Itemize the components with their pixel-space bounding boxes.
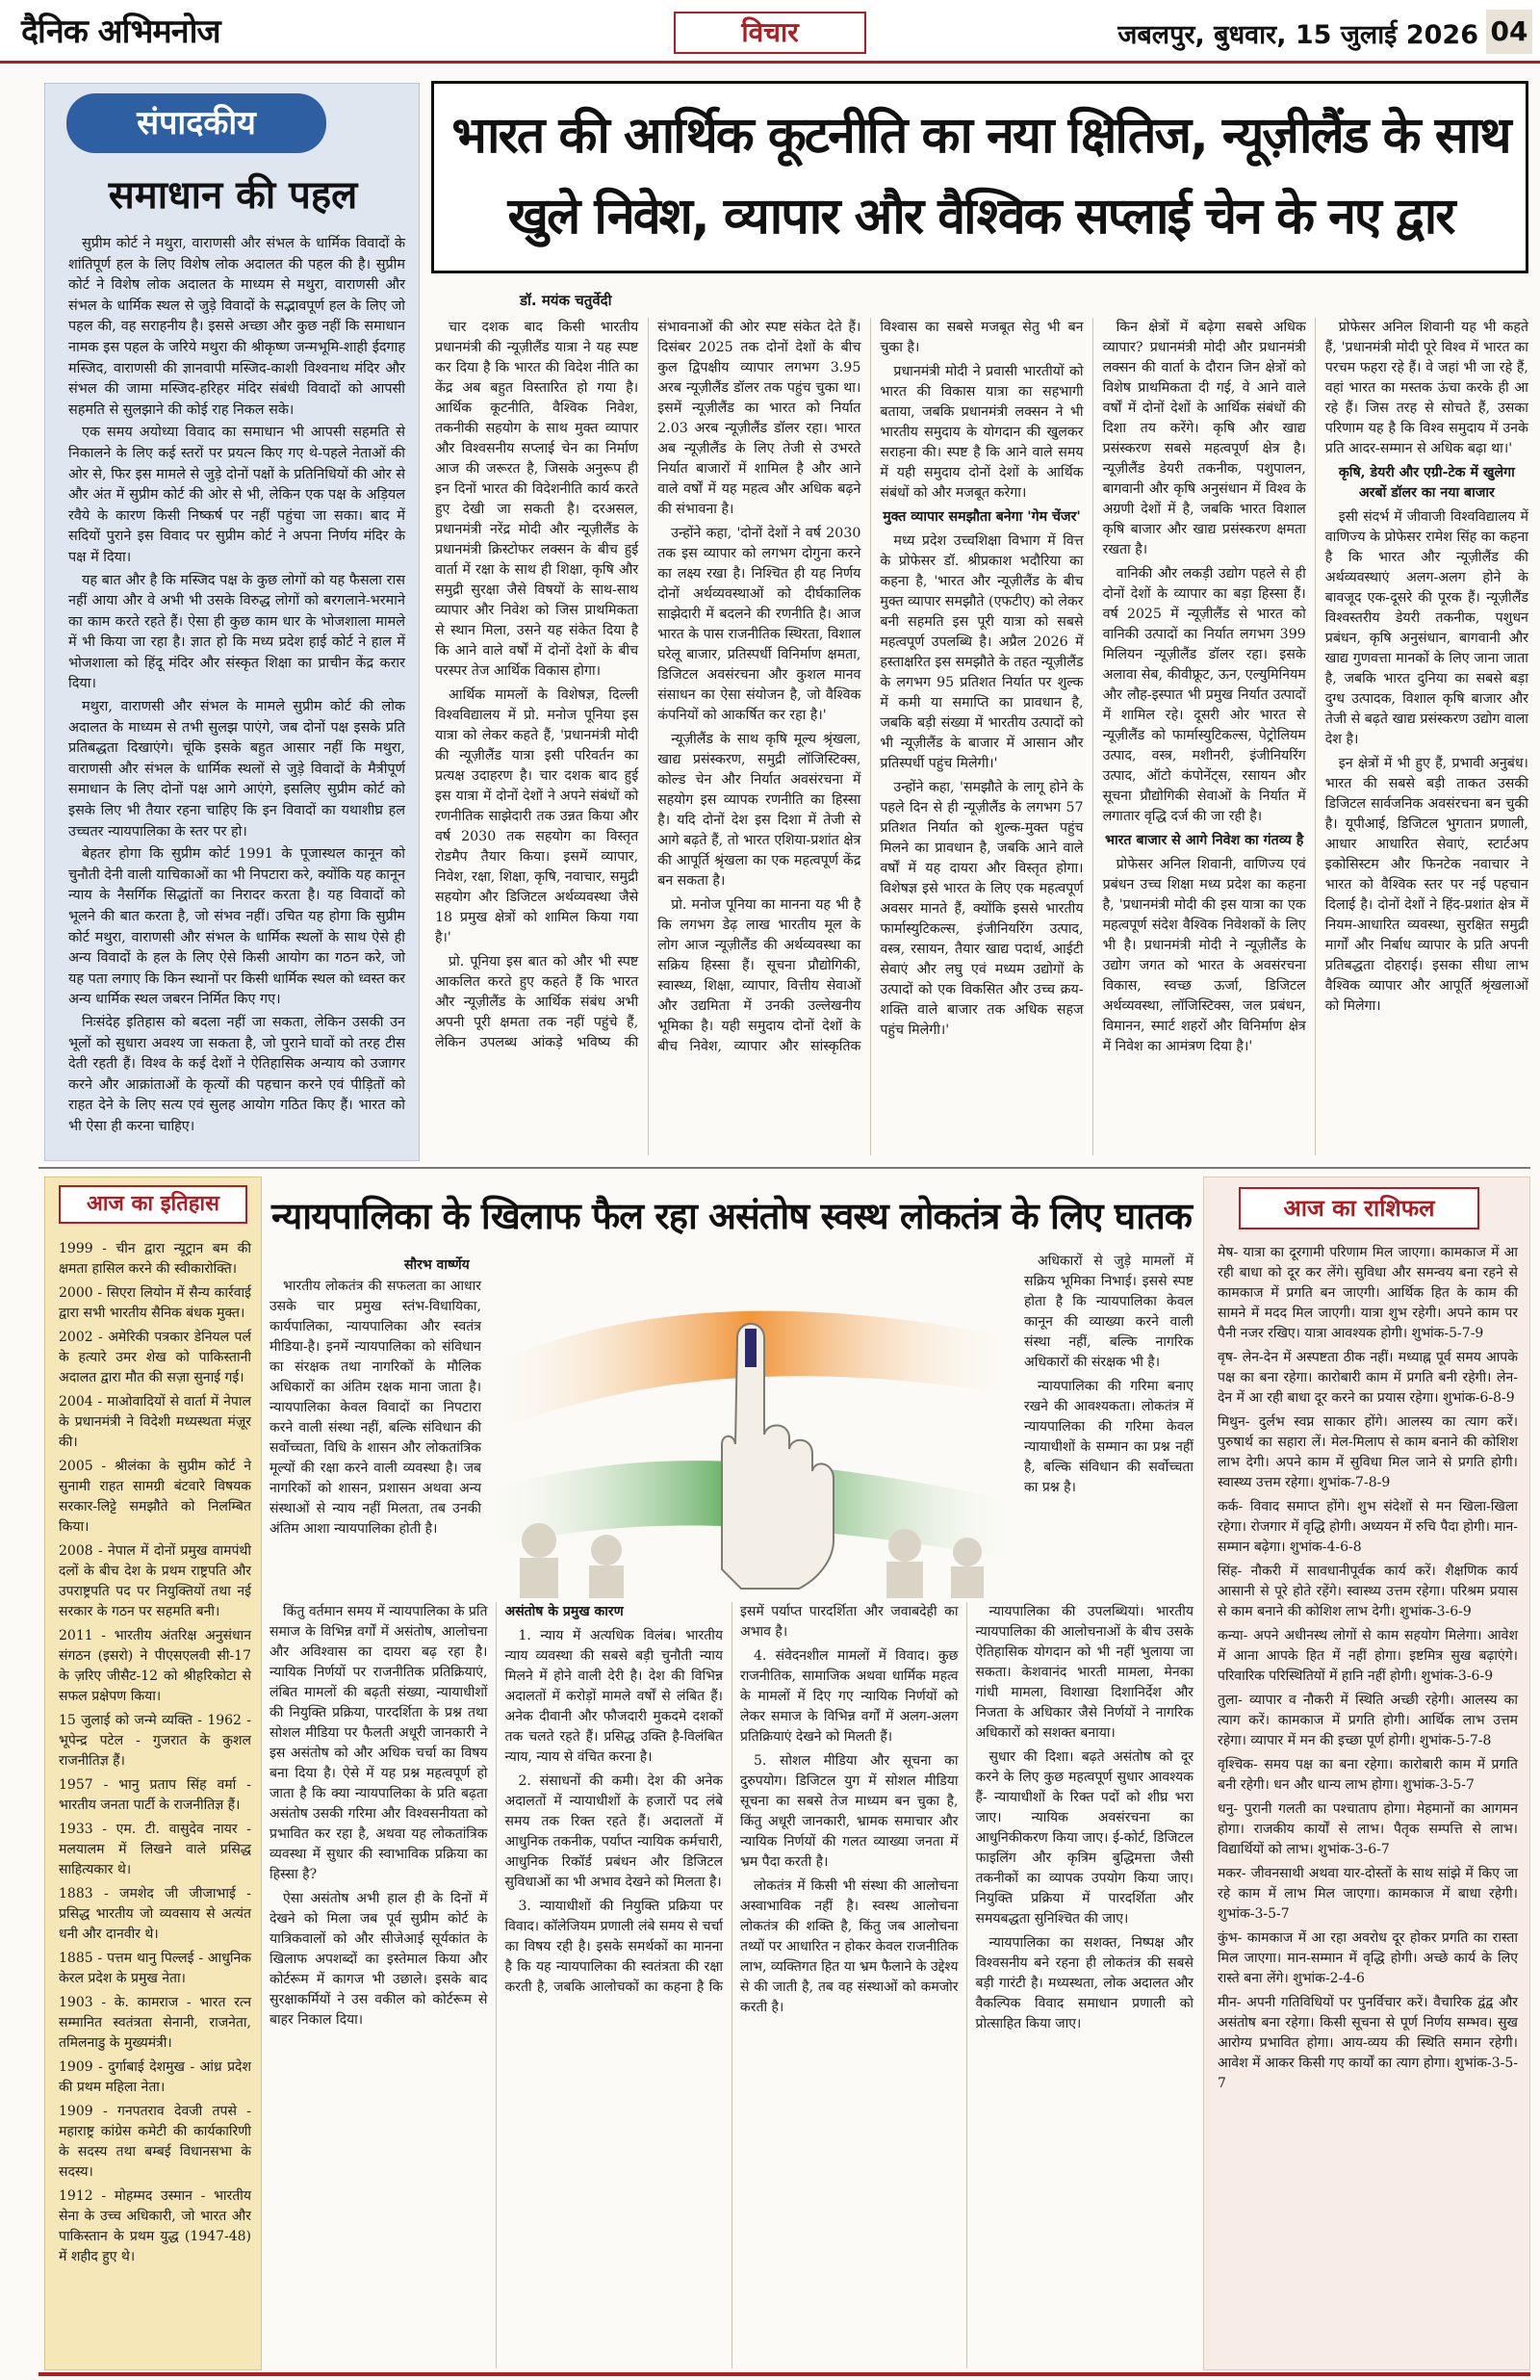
horoscope-item: कन्या- अपने अधीनस्थ लोगों से काम सहयोग मिलेगा। आवेश में आना आपके हित में नहीं होगा। इष्टमित्र सुख बढ़ाएंगे। परिवारिक परिस्थितियों में हानि नहीं होगी। शुभांक-3-6-9 [1218,1628,1518,1684]
main-article-paragraph: इन क्षेत्रों में भी हुए हैं, प्रभावी अनुबंध। भारत की सबसे बड़ी ताकत उसकी डिजिटल सार्वजनिक अवसंरचना बन चुकी है। यूपीआई, डिजिटल भुगतान प्रणाली, आधार आधारित सेवाएं, स्टार्टअप इकोसिस्टम और फिनटेक नवाचार ने भारत को वैश्विक स्तर पर नई पहचान दिलाई है। दोनों देशों ने हिंद-प्रशांत क्षेत्र में नियम-आधारित व्यवस्था, सुरक्षित समुद्री मार्गों और निर्बाध व्यापार के प्रति अपनी प्रतिबद्धता दोहराई। इसका सीधा लाभ वैश्विक व्यापार और आपूर्ति श्रृंखलाओं को मिलेगा। [1324,756,1528,1014]
history-item: 1957 - भानु प्रताप सिंह वर्मा - भारतीय जनता पार्टी के राजनीतिज्ञ हैं। [59,1777,251,1813]
second-article-byline: सौरभ वार्ष्णेय [404,1257,470,1273]
horoscope-item: कर्क- विवाद समाप्त होंगे। शुभ संदेशों से मन खिला-खिला रहेगा। रोजगार में वृद्धि होगी। अध्ययन में रुचि पैदा होगी। मान-सम्मान बढ़ेगा। शुभांक-4-6-8 [1218,1499,1518,1555]
horoscope-item: सिंह- नौकरी में सावधानीपूर्वक कार्य करें। शैक्षणिक कार्य आसानी से पूरे होते रहेंगे। स्वास्थ्य उत्तम रहेगा। परिश्रम प्रयास से काम बनाने की कोशिश लाभ देगी। शुभांक-3-6-9 [1218,1564,1518,1619]
history-item: 2008 - नेपाल में दोनों प्रमुख वामपंथी दलों के बीच देश के प्रथम राष्ट्रपति और उपराष्ट्रपति पद पर नियुक्तियों तथा नई सरकार के गठन पर सहमति बनी। [59,1543,251,1619]
main-article-paragraph: इसी संदर्भ में जीवाजी विश्वविद्यालय में वाणिज्य के प्रोफेसर रामेश सिंह का कहना है कि भारत और न्यूज़ीलैंड की अर्थव्यवस्थाएं अलग-अलग होने के बावजूद एक-दूसरे की पूरक हैं। न्यूज़ीलैंड विश्वस्तरीय डेयरी तकनीक, पशुधन प्रबंधन, कृषि अनुसंधान, बागवानी और खाद्य गुणवत्ता मानकों के लिए जाना जाता है, जबकि भारत दुनिया का सबसे बड़ा दुग्ध उत्पादक, विशाल कृषि बाजार और तेजी से बढ़ते खाद्य प्रसंस्करण उद्योग वाला देश है। [1324,509,1528,747]
editorial-paragraph: एक समय अयोध्या विवाद का समाधान भी आपसी सहमति से निकालने के लिए कई स्तरों पर प्रयत्न किए गए थे-पहले नेताओं की ओर से, फिर इस मामले से जुड़े दोनों पक्षों के प्रतिनिधियों की ओर से और अंत में सुप्रीम कोर्ट की ओर से भी, लेकिन एक पक्ष के अड़ियल रवैये के कारण किसी निष्कर्ष पर नहीं पहुंचा जा सका। बाद में सदियों पुराने इस विवाद पर सुप्रीम कोर्ट ने अपना निर्णय मंदिर के पक्ष में दिया। [68,425,405,565]
editorial-paragraph: बेहतर होगा कि सुप्रीम कोर्ट 1991 के पूजास्थल कानून को चुनौती देनी वाली याचिकाओं का भी निपटारा करे, क्योंकि यह कानून न्याय के नैसर्गिक सिद्धांतों का निरादर करता है। यह विवादों को भूलने की बात करता है, जो संभव नहीं। उचित यह होगा कि सुप्रीम कोर्ट मथुरा, वाराणसी और संभल के धार्मिक स्थलों के साथ ऐसे ही अन्य विवादों के हल के लिए ऐसे किसी आयोग का गठन करे, जो यह पता लगाए कि किन स्थानों पर किसी धार्मिक स्थल को ध्वस्त कर अन्य धार्मिक स्थल जबरन निर्मित किए गए। [68,846,405,1008]
second-article-intro [270,1277,481,1594]
voting-hand-with-tricolour-icon [481,1252,1020,1598]
history-item: 1885 - पत्तम थानु पिल्लई - आधुनिक केरल प्रदेश के प्रमुख नेता। [59,1951,251,1986]
horoscope-list [1218,1243,1518,2098]
second-article-paragraph: असंतोष के प्रमुख कारण [504,1604,624,1619]
horoscope-item: धनु- पुरानी गलती का पश्चाताप होगा। मेहमानों का आगमन होगा। राजकीय कार्यों से लाभ। पैतृक सम्पत्ति से लाभ। विद्यार्थियों को लाभ। शुभांक-3-6-7 [1218,1801,1518,1857]
history-list [59,1239,251,2271]
main-article-body [435,318,1528,1155]
editorial-body [68,234,405,1140]
second-article-paragraph: 4. संवेदनशील मामलों में विवाद। कुछ राजनीतिक, सामाजिक अथवा धार्मिक महत्व के मामलों में दिए गए न्यायिक निर्णयों को लेकर समाज के विभिन्न वर्गों में अलग-अलग प्रतिक्रियाएं देखने को मिलती हैं। [740,1648,959,1745]
horoscope-item: मिथुन- दुर्लभ स्वप्न साकार होंगे। आलस्य का त्याग करें। पुरुषार्थ का सहारा लें। मेल-मिलाप से काम बनाने की कोशिश लाभ देगी। अपने काम में सुविधा मिल जाने से प्रगति होगी। स्वास्थ्य उत्तम रहेगा। शुभांक-7-8-9 [1218,1414,1518,1490]
second-article-paragraph: न्यायपालिका की उपलब्धियां। भारतीय न्यायपालिका की आलोचनाओं के बीच उसके ऐतिहासिक योगदान को भी नहीं भुलाया जा सकता। केशवानंद भारती मामला, मेनका गांधी मामला, विशाखा दिशानिर्देश और निजता के अधिकार जैसे निर्णयों ने नागरिक अधिकारों को सशक्त बनाया। [975,1604,1194,1741]
horoscope-item: तुला- व्यापार व नौकरी में स्थिति अच्छी रहेगी। आलस्य का त्याग करें। कामकाज में प्रगति होगी। आर्थिक लाभ उत्तम रहेगा। व्यापार में मन की इच्छा पूर्ण होगी। शुभांक-5-7-8 [1218,1693,1518,1748]
main-article-paragraph: प्रो. पूनिया इस बात को और भी स्पष्ट आकलित करते हुए कहते हैं कि भारत और न्यूज़ीलैंड के आर्थिक संबंध अभी अपनी पूरी क्षमता तक नहीं पहुंचे हैं, लेकिन उपलब्ध आंकड़े भविष्य की संभावनाओं की ओर स्पष्ट संकेत देते हैं। दिसंबर 2025 तक दोनों देशों के बीच कुल द्विपक्षीय व्यापार लगभग 3.95 अरब न्यूज़ीलैंड डॉलर तक पहुंच चुका था। इसमें न्यूज़ीलैंड का भारत को निर्यात 2.03 अरब न्यूज़ीलैंड डॉलर रहा। भारत अब न्यूज़ीलैंड के लिए तेजी से उभरते निर्यात बाजारों में शामिल है और आने वाले वर्षों में यह महत्व और अधिक बढ़ने की संभावना है। [435,320,861,1050]
second-article-paragraph: ऐसा असंतोष अभी हाल ही के दिनों में देखने को मिला जब पूर्व सुप्रीम कोर्ट के यात्रिकवालों को और सीजेआई सूर्यकांत के खिलाफ अपशब्दों का इस्तेमाल किया और कोर्टरूम में कागज भी उछाले। इसके बाद सुरक्षाकर्मियों ने उस वकील को कोर्टरूम से बाहर निकाल दिया। [270,1891,488,2028]
main-article-paragraph: प्रो. मनोज पूनिया का मानना यह भी है कि लगभग डेढ़ लाख भारतीय मूल के लोग आज न्यूज़ीलैंड की अर्थव्यवस्था का सक्रिय हिस्सा हैं। सूचना प्रौद्योगिकी, स्वास्थ्य, शिक्षा, व्यापार, वित्तीय सेवाओं और उद्यमिता में उनकी उल्लेखनीय भूमिका है। यही समुदाय दोनों देशों के बीच निवेश, व्यापार और सांस्कृतिक विश्वास का सबसे मजबूत सेतु भी बन चुका है। [657,320,1084,1054]
history-item: 2005 - श्रीलंका के सुप्रीम कोर्ट ने सुनामी राहत सामग्री बंटवारे विषयक सरकार-लिट्टे समझौते को निलम्बित किया। [59,1459,251,1535]
editorial-paragraph: निःसंदेह इतिहास को बदला नहीं जा सकता, लेकिन उसकी उन भूलों को सुधारा अवश्य जा सकता है, जो पुराने घावों को तरह टीस देती रहती हैं। विश्व के कई देशों ने ऐतिहासिक अन्याय को उजागर करने और आक्रांताओं के कृत्यों की पहचान करने एवं पीड़ितों को राहत देने के लिए सत्य एवं सुलह आयोग गठित किए हैं। भारत को भी ऐसा ही करना चाहिए। [68,1014,405,1134]
second-article-paragraph: 2. संसाधनों की कमी। देश की अनेक अदालतों में न्यायाधीशों के हजारों पद लंबे समय तक रिक्त रहते हैं। अदालतों में आधुनिक तकनीक, पर्याप्त न्यायिक कर्मचारी, आधुनिक रिकॉर्ड प्रबंधन और डिजिटल सुविधाओं का भी अभाव देखने को मिलता है। [504,1773,723,1890]
ink-mark [745,1329,757,1367]
main-article-headline-box [431,81,1528,273]
editorial-paragraph: यह बात और है कि मस्जिद पक्ष के कुछ लोगों को यह फैसला रास नहीं आया और वे अभी भी उसके विरुद्ध लोगों को बरगलाने-भरमाने का काम करते रहते हैं। ऐसा ही कुछ काम धार के भोजशाला मामले में भी किया जा रहा है। ज्ञात हो कि मध्य प्रदेश हाई कोर्ट ने हाल में भोजशाला को हिंदू मंदिर और संस्कृत शिक्षा का प्राचीन केंद्र करार दिया। [68,572,405,692]
history-item: 1883 - जमशेद जी जीजाभाई - प्रसिद्ध भारतीय जो व्यवसाय से अत्यंत धनी और दानवीर थे। [59,1886,251,1942]
main-article-paragraph: किन क्षेत्रों में बढ़ेगा सबसे अधिक व्यापार? प्रधानमंत्री मोदी और प्रधानमंत्री लक्सन की वार्ता के दौरान जिन क्षेत्रों को विशेष प्राथमिकता दी गई, वे आने वाले वर्षों में दोनों देशों के आर्थिक संबंधों की दिशा तय करेंगे। कृषि और खाद्य प्रसंस्करण सबसे महत्वपूर्ण क्षेत्र है। न्यूज़ीलैंड डेयरी तकनीक, पशुपालन, बागवानी और कृषि अनुसंधान में विश्व के अग्रणी देशों में है, जबकि भारत विशाल कृषि बाजार और खाद्य प्रसंस्करण क्षमता रखता है। [1102,320,1306,557]
horoscope-item: मेष- यात्रा का दूरगामी परिणाम मिल जाएगा। कामकाज में आ रही बाधा को दूर कर लेंगे। सुविधा और समन्वय बना रहने से कामकाज में प्रगति बन जाएगी। आर्थिक हित के काम की सामने में मदद मिल जाएगी। यात्रा शुभ रहेगी। अपने काम पर पैनी नजर रखिए। यात्रा आवश्यक होगी। शुभांक-5-7-9 [1218,1245,1518,1341]
history-item: 15 जुलाई को जन्मे व्यक्ति - 1962 - भूपेन्द्र पटेल - गुजरात के कुशल राजनीतिज्ञ हैं। [59,1713,251,1769]
second-article-paragraph: अधिकारों से जुड़े मामलों में सक्रिय भूमिका निभाई। इससे स्पष्ट होता है कि न्यायपालिका केवल कानून की व्याख्या करने वाली संस्था नहीं, बल्कि नागरिक अधिकारों की संरक्षक भी है। [1024,1254,1194,1370]
editorial-paragraph: मथुरा, वाराणसी और संभल के मामले सुप्रीम कोर्ट की लोक अदालत के माध्यम से तभी सुलझ पाएंगे, जब दोनों पक्ष इसके प्रति प्रतिबद्धता दिखाएंगे। चूंकि इसके बहुत आसार नहीं कि मथुरा, वाराणसी और संभल के धार्मिक स्थलों से जुड़े विवादों के मैत्रीपूर्ण समाधान के लिए दोनों पक्ष आगे आएंगे, इसलिए सुप्रीम कोर्ट को इसके लिए भी तैयार रहना चाहिए कि इन विवादों का यथाशीघ्र हल उच्चतर न्यायपालिका के स्तर पर हो। [68,699,405,840]
history-item: 1933 - एम. टी. वासुदेव नायर - मलयालम में लिखने वाले प्रसिद्ध साहित्यकार थे। [59,1822,251,1877]
second-article-body [270,1602,1194,2368]
main-article-paragraph: प्रोफेसर अनिल शिवानी, वाणिज्य एवं प्रबंधन उच्च शिक्षा मध्य प्रदेश का कहना है, 'प्रधानमंत्री मोदी की इस यात्रा का एक महत्वपूर्ण संदेश वैश्विक निवेशकों के लिए भी है। प्रधानमंत्री मोदी ने न्यूज़ीलैंड के उद्योग जगत को भारत के अवसंरचना विकास, स्वच्छ ऊर्जा, डिजिटल अर्थव्यवस्था, लॉजिस्टिक्स, जल प्रबंधन, विमानन, स्मार्ट शहरों और विनिर्माण क्षेत्र में निवेश का आमंत्रण दिया है।' [1102,857,1306,1054]
main-article-paragraph: भारत बाजार से आगे निवेश का गंतव्य है [1104,833,1304,848]
second-article-paragraph: 5. सोशल मीडिया और सूचना का दुरुपयोग। डिजिटल युग में सोशल मीडिया सूचना का सबसे तेज माध्यम बन चुका है, किंतु अधूरी जानकारी, भ्रामक समाचार और न्यायिक निर्णयों की गलत व्याख्या जनता में भ्रम पैदा करती है। [740,1753,959,1870]
horoscope-tag: आज का राशिफल [1239,1187,1479,1229]
editorial-box [44,83,420,1161]
history-item: 1912 - मोहम्मद उस्मान - भारतीय सेना के उच्च अधिकारी, जो भारत और पाकिस्तान के प्रथम युद्ध (1947-48) में शहीद हुए थे। [59,2188,251,2264]
second-article-paragraph: किंतु वर्तमान समय में न्यायपालिका के प्रति समाज के विभिन्न वर्गों में असंतोष, आलोचना और अविश्वास का दायरा बढ़ रहा है। न्यायिक निर्णयों पर राजनीतिक प्रतिक्रियाएं, लंबित मामलों की बढ़ती संख्या, न्यायाधीशों की नियुक्ति प्रक्रिया, पारदर्शिता के प्रश्न तथा सोशल मीडिया पर फैलती अधूरी जानकारी ने इस असंतोष को और अधिक चर्चा का विषय बना दिया है। ऐसे में यह प्रश्न महत्वपूर्ण हो जाता है कि क्या न्यायपालिका के प्रति बढ़ता असंतोष उसकी गरिमा और विश्वसनीयता को प्रभावित कर रहा है, अथवा यह लोकतांत्रिक व्यवस्था में सुधार की स्वाभाविक प्रक्रिया का हिस्सा है? [270,1604,488,1882]
second-article-paragraph: 1. न्याय में अत्यधिक विलंब। भारतीय न्याय व्यवस्था की सबसे बड़ी चुनौती न्याय मिलने में होने वाली देरी है। देश की विभिन्न अदालतों में करोड़ों मामले वर्षों से लंबित हैं। अनेक दीवानी और फौजदारी मुकदमे दशकों तक चलते रहते हैं। प्रसिद्ध उक्ति है-विलंबित न्याय, न्याय से वंचित करना है। [504,1628,723,1765]
second-article-paragraph: लोकतंत्र में किसी भी संस्था की आलोचना अस्वाभाविक नहीं है। स्वस्थ आलोचना लोकतंत्र की शक्ति है, किंतु जब आलोचना तथ्यों पर आधारित न होकर केवल राजनीतिक लाभ, व्यक्तिगत हित या भ्रम फैलाने के उद्देश्य से की जाती है, तब वह संस्थाओं को कमजोर करती है। [740,1878,959,2015]
history-item: 1999 - चीन द्वारा न्यूट्रान बम की क्षमता हासिल करने की स्वीकारोक्ति। [59,1241,251,1277]
main-article-paragraph: कृषि, डेयरी और एग्री-टेक में खुलेगा अरबों डॉलर का नया बाजार [1338,465,1515,501]
history-item: 2000 - सिएरा लियोन में सैन्य कार्रवाई द्वारा सभी भारतीय सैनिक बंधक मुक्त। [59,1285,251,1321]
second-article-paragraph: भारतीय लोकतंत्र की सफलता का आधार उसके चार प्रमुख स्तंभ-विधायिका, कार्यपालिका, न्यायपालिका और स्वतंत्र मीडिया-है। इनमें न्यायपालिका को संविधान का संरक्षक तथा नागरिकों के मौलिक अधिकारों का अंतिम रक्षक माना जाता है। न्यायपालिका केवल विवादों का निपटारा करने वाली संस्था नहीं, बल्कि संविधान की सर्वोच्चता, विधि के शासन और लोकतांत्रिक मूल्यों की रक्षा करने वाली व्यवस्था है। जब नागरिकों को शासन, प्रशासन अथवा अन्य संस्थाओं से न्याय नहीं मिलता, तब उनकी अंतिम आशा न्यायपालिका होती है। [270,1279,481,1537]
page-number: 04 [1486,10,1532,54]
horoscope-item: वृश्चिक- समय पक्ष का बना रहेगा। कारोबारी काम में प्रगति बनी रहेगी। धन और धान्य लाभ होगा। शुभांक-3-5-7 [1218,1757,1518,1793]
today-in-history-box [44,1177,262,2370]
second-article-sidecol [1024,1252,1194,1598]
horoscope-item: मीन- अपनी गतिविधियों पर पुनर्विचार करें। वैचारिक द्वंद्व और असंतोष बना रहेगा। किसी सूचना से पूर्ण निर्णय सम्भव। सुख आरोग्य प्रभावित होगा। आय-व्यय की स्थिति समान रहेगी। आवेश में आकर किसी गए कार्यों का त्याग होगा। शुभांक-3-5-7 [1218,1995,1518,2091]
main-article-paragraph: न्यूज़ीलैंड के साथ कृषि मूल्य श्रृंखला, खाद्य प्रसंस्करण, समुद्री लॉजिस्टिक्स, कोल्ड चेन और निर्यात अवसंरचना में सहयोग इस व्यापक रणनीति का हिस्सा है। यदि दोनों देश इस दिशा में तेजी से आगे बढ़ते हैं, तो भारत एशिया-प्रशांत क्षेत्र की आपूर्ति श्रृंखला का एक महत्वपूर्ण केंद्र बन सकता है। [657,732,861,889]
history-item: 1909 - दुर्गाबाई देशमुख - आंध्र प्रदेश की प्रथम महिला नेता। [59,2059,251,2095]
main-article-paragraph: मुक्त व्यापार समझौता बनेगा 'गेम चेंजर' [883,509,1081,525]
history-tag: आज का इतिहास [59,1185,247,1224]
main-article-headline: भारत की आर्थिक कूटनीति का नया क्षितिज, न्यूज़ीलैंड के साथ खुले निवेश, व्यापार और वैश्विक सप्लाई चेन के नए द्वार [451,107,1510,246]
main-article-paragraph: उन्होंने कहा, 'समझौते के लागू होने के पहले दिन से ही न्यूज़ीलैंड के लगभग 57 प्रतिशत निर्यात को शुल्क-मुक्त पहुंच मिलने का प्रावधान है, जबकि आने वाले वर्षों में यह दायरा और विस्तृत होगा। विशेषज्ञ इसे भारत के लिए एक महत्वपूर्ण अवसर मानते हैं, क्योंकि इससे भारतीय फार्मास्युटिकल्स, इंजीनियरिंग उत्पाद, वस्त्र, रसायन, तैयार खाद्य पदार्थ, आईटी सेवाएं और लघु एवं मध्यम उद्योगों के उत्पादों को एक विकसित और उच्च क्रय-शक्ति वाले बाजार तक अधिक सहज पहुंच मिलेगी।' [880,780,1084,1038]
second-article-paragraph: न्यायपालिका का सशक्त, निष्पक्ष और विश्वसनीय बने रहना ही लोकतंत्र की सबसे बड़ी गारंटी है। मध्यस्थता, लोक अदालत और वैकल्पिक विवाद समाधान प्रणाली को प्रोत्साहित किया जाए। [975,1935,1194,2031]
section-divider [38,1167,1530,1169]
main-article-paragraph: प्रोफेसर अनिल शिवानी यह भी कहते हैं, 'प्रधानमंत्री मोदी पूरे विश्व में भारत का परचम फहरा रहे हैं। वे जहां भी जा रहे हैं, वहां भारत का मस्तक ऊंचा करके ही आ रहे हैं। जिस तरह से सोचते हैं, उसका परिणाम यह है कि विश्व समुदाय में उनके प्रति आदर-सम्मान से अधिक बढ़ा था।' [1324,320,1528,456]
second-article-paragraph: न्यायपालिका की गरिमा बनाए रखने की आवश्यकता। लोकतंत्र में न्यायपालिका की गरिमा केवल न्यायाधीशों के सम्मान का प्रश्न नहीं है, बल्कि संविधान की सर्वोच्चता का प्रश्न है। [1024,1379,1194,1495]
editorial-paragraph: सुप्रीम कोर्ट ने मथुरा, वाराणसी और संभल के धार्मिक विवादों के शांतिपूर्ण हल के लिए विशेष लोक अदालत की पहल की है। सुप्रीम कोर्ट ने विशेष लोक अदालत के माध्यम से मथुरा, वाराणसी और संभल के धार्मिक स्थल से जुड़े विवादों के सद्भावपूर्ण हल के लिए जो पहल की, वह सराहनीय है। इससे अच्छा और कुछ नहीं कि समाधान नामक इस पहल के जरिये मथुरा की श्रीकृष्ण जन्मभूमि-शाही ईदगाह मस्जिद, वाराणसी की ज्ञानवापी मस्जिद-काशी विश्वनाथ मंदिर और संभल की जामा मस्जिद-हरिहर मंदिर संबंधी विवादों को आपसी सहमति से सुलझाने की कोई राह निकल सके। [68,236,405,418]
horoscope-item: मकर- जीवनसाथी अथवा यार-दोस्तों के साथ सांझे में किए जा रहे काम में लाभ मिल जाएगा। कामकाज में बाधा रहेगी। शुभांक-3-5-7 [1218,1866,1518,1922]
second-article-headline: न्यायपालिका के खिलाफ फैल रहा असंतोष स्वस्थ लोकतंत्र के लिए घातक [271,1195,1192,1237]
history-item: 2004 - माओवादियों से वार्ता में नेपाल के प्रधानमंत्री ने विदेशी मध्यस्थता मंज़ूर की। [59,1394,251,1450]
history-item: 2011 - भारतीय अंतरिक्ष अनुसंधान संगठन (इसरो) ने पीएसएलवी सी-17 के ज़रिए जीसैट-12 को श्रीहरिकोटा से सफल प्रक्षेपण किया। [59,1628,251,1704]
main-article-paragraph: चार दशक बाद किसी भारतीय प्रधानमंत्री की न्यूज़ीलैंड यात्रा ने यह स्पष्ट कर दिया है कि भारत की विदेश नीति का केंद्र अब बहुत विस्तारित हो गया है। आर्थिक कूटनीति, वैश्विक निवेश, तकनीकी सहयोग के साथ मुक्त व्यापार और विश्वसनीय सप्लाई चेन का निर्माण आज की जरूरत है, जिसके अनुरूप ही इन दिनों भारत की विदेशनीति कार्य करते हुए देखी जा सकती है। दरअसल, प्रधानमंत्री नरेंद्र मोदी और न्यूज़ीलैंड के प्रधानमंत्री क्रिस्टोफर लक्सन के बीच हुई वार्ता में रक्षा के साथ ही शिक्षा, कृषि और समुद्री सुरक्षा जैसे विषयों के साथ-साथ व्यापार और निवेश को जिस प्राथमिकता से स्थान मिला, उसने यह संकेत दिया है कि आने वाले वर्षों में दोनों देशों के बीच परस्पर तेज आर्थिक विकास होगा। [435,320,639,679]
history-item: 1909 - गनपतराव देवजी तपसे - महाराष्ट्र कांग्रेस कमेटी की कार्यकारिणी के सदस्य तथा बम्बई विधानसभा के सदस्य। [59,2104,251,2180]
horoscope-item: कुंभ- कामकाज में आ रहा अवरोध दूर होकर प्रगति का रास्ता मिल जाएगा। मान-सम्मान में वृद्धि होगी। अच्छे कार्य के लिए रास्ते बना लेंगे। शुभांक-2-4-6 [1218,1930,1518,1986]
history-item: 2002 - अमेरिकी पत्रकार डेनियल पर्ल के हत्यारे उमर शेख को पाकिस्तानी अदालत द्वारा मौत की सज़ा सुनाई गई। [59,1330,251,1385]
masthead [0,0,1540,64]
history-item: 1903 - के. कामराज - भारत रत्न सम्मानित स्वतंत्रता सेनानी, राजनेता, तमिलनाडु के मुख्यमंत्री। [59,1995,251,2051]
main-article-paragraph: प्रधानमंत्री मोदी ने प्रवासी भारतीयों को भारत की विकास यात्रा का सहभागी बताया, जबकि प्रधानमंत्री लक्सन ने भी भारतीय समुदाय के योगदान की खुलकर सराहना की। स्पष्ट है कि आने वाले समय में यही समुदाय दोनों देशों के आर्थिक संबंधों को और मजबूत करेगा। [880,364,1084,501]
editorial-banner: संपादकीय [66,93,326,153]
dateline: जबलपुर, बुधवार, 15 जुलाई 2026 [1117,20,1478,50]
main-article-byline: डॉ. मयंक चतुर्वेदी [520,292,612,309]
section-tag: विचार [674,12,866,54]
horoscope-item: वृष- लेन-देन में अस्पष्टता ठीक नहीं। मध्याह्न पूर्व समय आपके पक्ष का बना रहेगा। कारोबारी काम में प्रगति बनी रहेगी। लेन-देन में आ रही बाधा दूर करने का प्रयास रहेगा। शुभांक-6-8-9 [1218,1350,1518,1406]
second-article-paragraph: 3. न्यायाधीशों की नियुक्ति प्रक्रिया पर विवाद। कॉलेजियम प्रणाली लंबे समय से चर्चा का विषय रही है। इसके समर्थकों का मानना है कि यह न्यायपालिका की स्वतंत्रता की रक्षा करती है, जबकि आलोचकों का कहना है कि इसमें पर्याप्त पारदर्शिता और जवाबदेही का अभाव है। [504,1604,959,1995]
main-article-paragraph: आर्थिक मामलों के विशेषज्ञ, दिल्ली विश्वविद्यालय में प्रो. मनोज पूनिया इस यात्रा को लेकर कहते हैं, 'प्रधानमंत्री मोदी की न्यूज़ीलैंड यात्रा इसी परिवर्तन का प्रत्यक्ष उदाहरण है। चार दशक बाद हुई इस यात्रा में दोनों देशों ने अपने संबंधों को रणनीतिक साझेदारी तक उन्नत किया और वर्ष 2030 तक सहयोग का विस्तृत रोडमैप तैयार किया। इसमें व्यापार, निवेश, रक्षा, शिक्षा, कृषि, नवाचार, समुद्री सहयोग और डिजिटल अर्थव्यवस्था जैसे 18 प्रमुख क्षेत्रों को शामिल किया गया है।' [435,687,639,945]
second-article-paragraph: सुधार की दिशा। बढ़ते असंतोष को दूर करने के लिए कुछ महत्वपूर्ण सुधार आवश्यक हैं- न्यायाधीशों के रिक्त पदों को शीघ्र भरा जाए। न्यायिक अवसंरचना का आधुनिकीकरण किया जाए। ई-कोर्ट, डिजिटल फाइलिंग और कृत्रिम बुद्धिमत्ता जैसी तकनीकों का व्यापक उपयोग किया जाए। नियुक्ति प्रक्रिया में पारदर्शिता और समयबद्धता सुनिश्चित की जाए। [975,1749,1194,1927]
editorial-title: समाधान की पहल [108,173,358,218]
main-article-paragraph: वानिकी और लकड़ी उद्योग पहले से ही दोनों देशों के व्यापार का बड़ा हिस्सा हैं। वर्ष 2025 में न्यूज़ीलैंड से भारत को वानिकी उत्पादों का निर्यात लगभग 399 मिलियन न्यूज़ीलैंड डॉलर रहा। इसके अलावा सेब, कीवीफ्रूट, ऊन, एल्युमिनियम और लौह-इस्पात भी प्रमुख निर्यात उत्पादों में शामिल रहे। दूसरी ओर भारत से न्यूज़ीलैंड को फार्मास्युटिकल्स, पेट्रोलियम उत्पाद, वस्त्र, मशीनरी, इंजीनियरिंग उत्पाद, ऑटो कंपोनेंट्स, रसायन और सूचना प्रौद्योगिकी सेवाओं के निर्यात में लगातार वृद्धि दर्ज की जा रही है। [1102,566,1306,824]
bottom-rule [38,2372,1530,2376]
main-article-paragraph: उन्होंने कहा, 'दोनों देशों ने वर्ष 2030 तक इस व्यापार को लगभग दोगुना करने का लक्ष्य रखा है। निश्चित ही यह निर्णय दोनों अर्थव्यवस्थाओं को दीर्घकालिक साझेदारी में बदलने की रणनीति है। आज भारत के पास राजनीतिक स्थिरता, विशाल घरेलू बाजार, प्रतिस्पर्धी विनिर्माण क्षमता, डिजिटल अवसंरचना और कुशल मानव संसाधन का ऐसा संयोजन है, जो वैश्विक कंपनियों को आकर्षित कर रहा है।' [657,526,861,723]
horoscope-box [1203,1177,1530,2370]
main-article-paragraph: मध्य प्रदेश उच्चशिक्षा विभाग में वित्त के प्रोफेसर डॉ. श्रीप्रकाश भदौरिया का कहना है, 'भारत और न्यूज़ीलैंड के बीच मुक्त व्यापार समझौते (एफटीए) को लेकर बनी सहमति इस पूरी यात्रा को सबसे महत्वपूर्ण उपलब्धि है। अप्रैल 2026 में हस्ताक्षरित इस समझौते के तहत न्यूज़ीलैंड के लगभग 95 प्रतिशत निर्यात पर शुल्क में कमी या समाप्ति का प्रावधान है, जबकि बड़ी संख्या में भारतीय उत्पादों को भी न्यूज़ीलैंड के बाजार में आसान और प्रतिस्पर्धी पहुंच मिलेगी।' [880,533,1084,771]
newspaper-logo: दैनिक अभिमनोज [21,13,220,51]
